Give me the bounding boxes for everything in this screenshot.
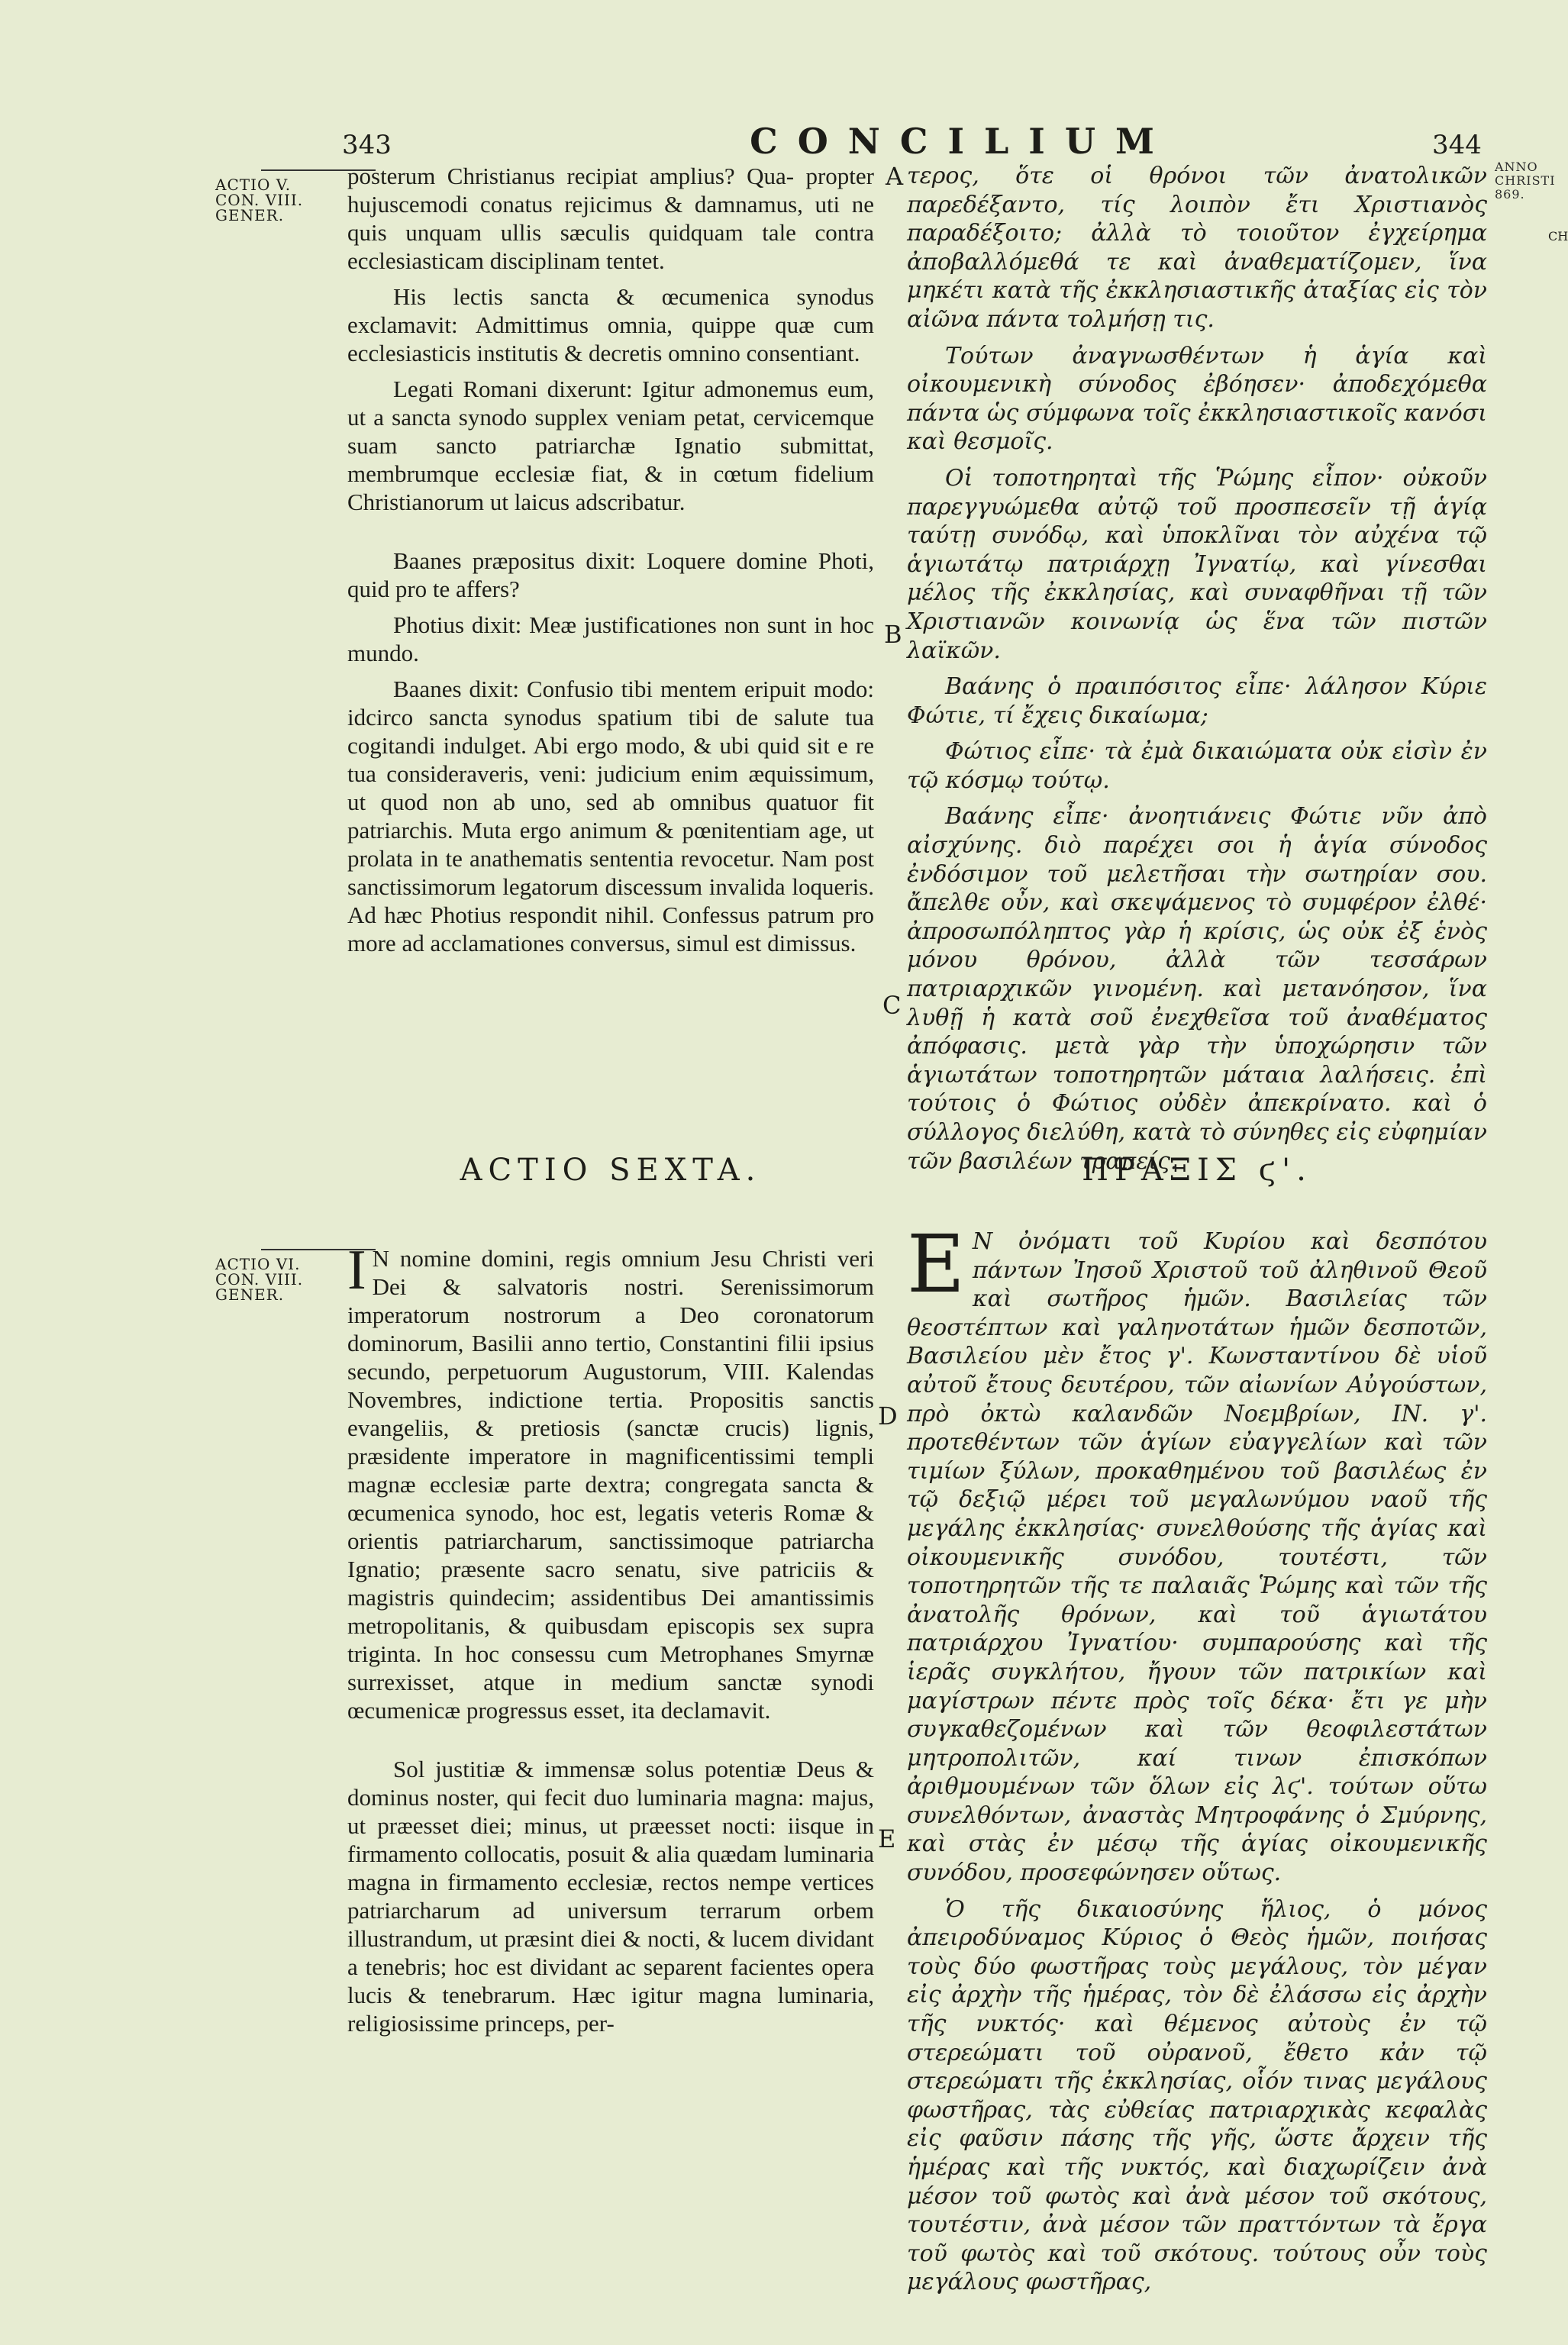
left-page-number: 343 [342,130,392,160]
margin-note-line: ACTIO VI. [215,1255,301,1273]
latin-paragraph: Baanes dixit: Confusio tibi mentem eripuit modo: idcirco sancta synodus spatium tibi de salute tua cogitandi indulget. Abi ergo modo, & ubi quid sit e re tua consideraveris, veni: judicium enim æquissimum, ut quod non ab uno, sed ab omnibus quatuor fit patriarchis. Muta ergo animum & pœnitentiam age, ut prolata in te anathematis sententia revocetur. Nam post sanctissimorum legatorum discessum invalida loqueris. Ad hæc Photius respondit nihil. Confessus patrum pro more ad acclamationes conversus, simul est dimissus. [347,676,874,956]
right-page-number: 344 [1432,130,1482,160]
latin-paragraph: posterum Christianus recipiat amplius? Qua- propter hujuscemodi conatus rejicimus & damnamus, uti ne quis unquam ullis sæculis quidquam tale contra ecclesiasticam disciplinam tentet. [347,163,874,274]
greek-paragraph: Φώτιος εἶπε· τὰ ἐμὰ δικαιώματα οὐκ εἰσὶν ἐν τῷ κόσμῳ τούτῳ. [907,738,1487,794]
margin-note-line: ANNO [1495,160,1538,174]
drop-cap: I [347,1239,366,1302]
margin-note-line: GENER. [215,206,285,224]
greek-section-title: ΠΡΑΞΙΣ ϛ'. [1082,1153,1312,1188]
greek-paragraph: Βαάνης ὁ πραιπόσιτος εἶπε· λάλησον Κύριε Φώτιε, τί ἔχεις δικαίωμα; [907,673,1487,729]
latin-paragraph [347,1755,874,2037]
margin-note-line: GENER. [215,1285,285,1304]
latin-paragraph-text: N nomine domini, regis omnium Jesu Christi veri Dei & salvatoris nostri. Serenissimorum imperatorum nostrorum a Deo coronatorum dominorum, Basilii anno tertio, Constantini filii ipsius secundo, perpetuorum Augustorum, VIII. Kalendas Novembres, indictione tertia. Propositis sanctis evangeliis, & pretiosis (sanctæ crucis) lignis, præsidente imperatore in magnificentissimi templi magnæ ecclesiæ parte dextra; congregata sancta & œcumenica synodo, hoc est, legatis veteris Romæ & orientis patriarcharum, sanctissimoque patriarcha Ignatio; præsente sacro senatu, sive patriciis & magistris quindecim; assidentibus Dei amantissimis metropolitanis, & quibusdam episcopis sex supra triginta. In hoc consessu cum Metrophanes Smyrnæ surrexisset, atque in medium sanctæ synodi œcumenicæ progressus esset, ita declamavit. [347,1245,874,1724]
drop-cap: E [907,1218,965,1311]
section-letter-a: A [886,162,904,191]
latin-paragraph: His lectis sancta & œcumenica synodus exclamavit: Admittimus omnia, quippe quæ cum ecclesiasticis institutis & decretis omnino consentiant. [347,283,874,366]
margin-note-line: CHRISTI [1495,173,1556,188]
greek-paragraph: τερος, ὅτε οἱ θρόνοι τῶν ἀνατολικῶν παρεδέξαντο, τίς λοιπὸν ἔτι Χριστιανὸς παραδέξοιτο; ἀλλὰ τὸ τοιοῦτον ἐγχείρημα ἀποβαλλόμεθά τε καὶ ἀναθεματίζομεν, ἵνα μηκέτι κατὰ τῆς ἐκκλησιαστικῆς ἀταξίας εἰς τὸν αἰῶνα πάντα τολμήσῃ τις. [907,163,1487,333]
greek-paragraph: Οἱ τοποτηρηταὶ τῆς Ῥώμης εἶπον· οὐκοῦν παρεγγυώμεθα αὐτῷ τοῦ προσπεσεῖν τῇ ἁγίᾳ ταύτῃ συνόδῳ, καὶ ὑποκλῖναι τὸν αὐχένα τῷ ἁγιωτάτῳ πατριάρχῃ Ἰγνατίῳ, καὶ γίνεσθαι μέλος τῆς ἐκκλησίας, καὶ συναφθῆναι τῇ τῶν Χριστιανῶν κοινωνίᾳ ὡς ἕνα τῶν πιστῶν λαϊκῶν. [907,464,1487,664]
section-letter-c: C [882,991,902,1020]
running-head: CONCILIUM [750,121,1174,162]
margin-note-actio-vi [215,1249,345,1302]
section-letter-d: D [878,1402,898,1431]
latin-paragraph [347,1239,874,1724]
margin-note-actio-v [215,169,345,223]
greek-paragraph: Βαάνης εἶπε· ἀνοητιάνεις Φώτιε νῦν ἀπὸ αἰσχύνης. διὸ παρέχει σοι ἡ ἁγία σύνοδος ἐνδόσιμον τοῦ μελετῆσαι τὴν σωτηρίαν σου. ἄπελθε οὖν, καὶ σκεψάμενος τὸ συμφέρον ἐλθέ· ἀπροσωπόληπτος γὰρ ἡ κρίσις, ὡς οὐκ ἐξ ἑνὸς μόνου θρόνου, ἀλλὰ τῶν τεσσάρων πατριαρχικῶν γινομένη. καὶ μετανόησον, ἵνα λυθῇ ἡ κατὰ σοῦ ἐνεχθεῖσα τοῦ ἀναθέματος ἀπόφασις. μετὰ γὰρ τὴν ὑποχώρησιν τῶν ἁγιωτάτων τοποτηρητῶν μάταια λαλήσεις. ἐπὶ τούτοις ὁ Φώτιος οὐδὲν ἀπεκρίνατο. καὶ ὁ σύλλογος διελύθη, κατὰ τὸ σύνηθες εἰς εὐφημίαν τῶν βασιλέων τραπείς. [907,803,1487,1175]
latin-paragraph: Legati Romani dixerunt: Igitur admonemus eum, ut a sancta synodo supplex veniam petat, cervicemque suam sancto patriarchæ Ignatio submittat, membrumque ecclesiæ fiat, & in cœtum fidelium Christianorum ut laicus adscribatur. [347,376,874,515]
greek-paragraph [907,1218,1487,1888]
greek-column-top [907,162,1487,1183]
margin-note-line: 869. [1495,187,1525,202]
greek-paragraph: Τούτων ἀναγνωσθέντων ἡ ἁγία καὶ οἰκουμενικὴ σύνοδος ἐβόησεν· ἀποδεχόμεθα πάντα ὡς σύμφωνα τοῖς ἐκκλησιαστικοῖς κανόσι καὶ θεσμοῖς. [907,342,1487,456]
greek-paragraph-text: Ὁ τῆς δικαιοσύνης ἥλιος, ὁ μόνος ἀπειροδύναμος Κύριος ὁ Θεὸς ἡμῶν, ποιήσας τοὺς δύο φωστῆρας τοὺς μεγάλους, τὸν μέγαν εἰς ἀρχὴν τῆς ἡμέρας, τὸν δὲ ἐλάσσω εἰς ἀρχὴν τῆς νυκτός· καὶ θέμενος αὐτοὺς ἐν τῷ στερεώματι τοῦ οὐρανοῦ, ἔθετο κἀν τῷ στερεώματι τῆς ἐκκλησίας, οἷόν τινας μεγάλους φωστῆρας, τὰς εὐθείας πατριαρχικὰς κεφαλὰς εἰς φαῦσιν πάσης τῆς γῆς, ὥστε ἄρχειν τῆς ἡμέρας καὶ τῆς νυκτός, καὶ διαχωρίζειν ἀνὰ μέσον τοῦ φωτὸς καὶ ἀνὰ μέσον τοῦ σκότους, τουτέστιν, ἀνὰ μέσον τῶν πραττόντων τὰ ἔργα τοῦ φωτὸς καὶ τοῦ σκότους. τούτους οὖν τοὺς μεγάλους φωστῆρας, [907,1895,1487,2296]
margin-note-line: CON. VIII. [215,191,304,209]
latin-paragraph: Photius dixit: Meæ justificationes non sunt in hoc mundo. [347,611,874,666]
margin-note-anno-christi [1495,160,1562,202]
latin-section-title: ACTIO SEXTA. [460,1153,762,1188]
section-letter-b: B [884,620,902,649]
latin-column-top [347,162,874,965]
latin-column-bottom [347,1239,874,2045]
greek-paragraph-text: Ν ὀνόματι τοῦ Κυρίου καὶ δεσπότου πάντων Ἰησοῦ Χριστοῦ τοῦ ἀληθινοῦ Θεοῦ καὶ σωτῆρος ἡμῶν. Βασιλείας τῶν θεοστέπτων καὶ γαληνοτάτων ἡμῶν δεσποτῶν, Βασιλείου μὲν ἔτος γ'. Κωνσταντίνου δὲ υἱοῦ αὐτοῦ ἔτους δευτέρου, τῶν αἰωνίων Αὐγούστων, πρὸ ὀκτὼ καλανδῶν Νοεμβρίων, ΙΝ. γ'. προτεθέντων τῶν ἁγίων εὐαγγελίων καὶ τῶν τιμίων ξύλων, προκαθημένου τοῦ βασιλέως ἐν τῷ δεξιῷ μέρει τοῦ μεγαλωνύμου ναοῦ τῆς μεγάλης ἐκκλησίας· συνελθούσης τῆς ἁγίας καὶ οἰκουμενικῆς συνόδου, τουτέστι, τῶν τοποτηρητῶν τῆς τε παλαιᾶς Ῥώμης καὶ τῶν τῆς ἀνατολῆς θρόνων, καὶ τοῦ ἁγιωτάτου πατριάρχου Ἰγνατίου· συμπαρούσης καὶ τῆς ἱερᾶς συγκλήτου, ἤγουν τῶν πατρικίων καὶ μαγίστρων πέντε πρὸς τοῖς δέκα· ἔτι γε μὴν συγκαθεζομένων καὶ τῶν θεοφιλεστάτων μητροπολιτῶν, καί τινων ἐπισκόπων ἀριθμουμένων τῶν ὅλων εἰς λϛ'. τούτων οὕτω συνελθόντων, ἀναστὰς Μητροφάνης ὁ Σμύρνης, καὶ στὰς ἐν μέσῳ τῆς ἁγίας οἰκουμενικῆς συνόδου, προσεφώνησεν οὕτως. [907,1228,1487,1887]
latin-paragraph: Baanes præpositus dixit: Loquere domine Photi, quid pro te affers? [347,547,874,602]
greek-column-bottom [907,1218,1487,2305]
margin-note-line: ACTIO V. [215,176,292,194]
latin-paragraph-text: Sol justitiæ & immensæ solus potentiæ Deus & dominus noster, qui fecit duo luminaria magna: majus, ut præesset diei; minus, ut præesset nocti: iisque in firmamento collocatis, posuit & alia quædam luminaria magna in firmamento ecclesiæ, rectos nempe vertices patriarcharum ad universum terrarum orbem illustrandum, ut præsint diei & nocti, & lucem dividant a tenebris; hoc est dividant ac separent facientes opera lucis & tenebrarum. Hæc igitur magna luminaria, religiosissime princeps, per- [347,1756,874,2037]
margin-note-line: CON. VIII. [215,1270,304,1289]
greek-paragraph [907,1895,1487,2297]
next-page-bleed: CH [1548,229,1568,244]
section-letter-e: E [878,1824,896,1853]
